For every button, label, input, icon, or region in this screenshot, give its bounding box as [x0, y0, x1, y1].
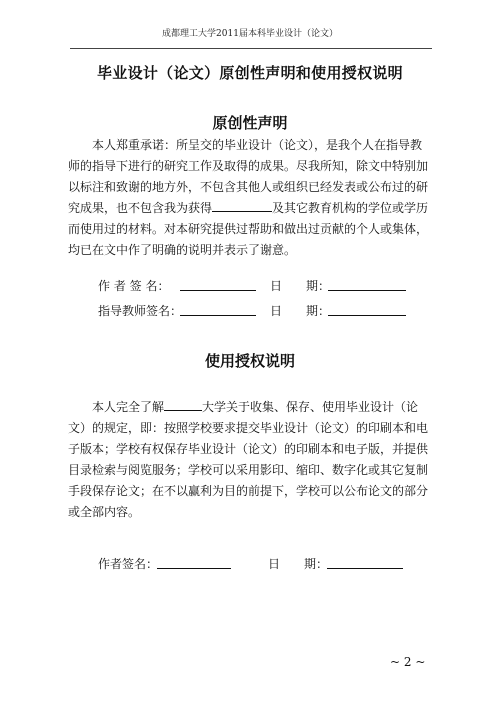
document-title: 毕业设计（论文）原创性声明和使用授权说明	[96, 64, 403, 82]
authorization-date-label: 日 期：	[268, 557, 329, 571]
authorization-line: 文）的规定，即：按照学校要求提交毕业设计（论文）的印刷本和电	[68, 421, 429, 435]
advisor-signature-line	[180, 315, 256, 316]
authorization-heading: 使用授权说明	[204, 352, 295, 370]
declaration-line-part: 及其它教育机构的学位或学历	[272, 201, 429, 215]
author-date-label: 日 期：	[270, 279, 331, 293]
author-date-line	[328, 290, 406, 291]
authorization-signature-line	[157, 568, 231, 569]
authorization-paragraph	[68, 397, 434, 523]
advisor-signature-label: 指导教师签名：	[98, 304, 183, 318]
authorization-line-part: 大学关于收集、保存、使用毕业设计（论	[202, 400, 419, 414]
authorization-date-line	[327, 568, 403, 569]
authorization-line: 手段保存论文；在不以赢利为目的前提下，学校可以公布论文的部分	[68, 484, 429, 498]
degree-blank	[212, 199, 272, 212]
declaration-line-part: 究成果，也不包含我为获得	[68, 201, 213, 215]
declaration-line-with-blank	[68, 198, 434, 219]
declaration-line: 师的指导下进行的研究工作及取得的成果。尽我所知，除文中特别加	[68, 159, 429, 173]
university-blank	[164, 398, 202, 411]
advisor-date-line	[328, 315, 406, 316]
authorization-author-label: 作者签名：	[98, 557, 159, 571]
authorization-line-with-blank	[68, 397, 434, 418]
declaration-line: 而使用过的材料。对本研究提供过帮助和做出过贡献的个人或集体，	[68, 222, 429, 236]
authorization-line: 或全部内容。	[68, 505, 141, 519]
declaration-heading: 原创性声明	[212, 114, 288, 132]
declaration-line: 本人郑重承诺：所呈交的毕业设计（论文），是我个人在指导教	[92, 138, 423, 152]
declaration-line: 均已在文中作了明确的说明并表示了谢意。	[68, 243, 297, 257]
advisor-date-label: 日 期：	[270, 304, 331, 318]
author-signature-label: 作 者 签 名：	[98, 279, 170, 293]
authorization-line: 目录检索与阅览服务；学校可以采用影印、缩印、数字化或其它复制	[68, 463, 429, 477]
authorization-line-part: 本人完全了解	[92, 400, 165, 414]
header-divider	[70, 48, 432, 49]
page-number: ~ 2 ~	[390, 655, 426, 669]
declaration-paragraph	[68, 135, 434, 261]
author-signature-line	[180, 290, 256, 291]
declaration-line: 以标注和致谢的地方外，不包含其他人或组织已经发表或公布过的研	[68, 180, 429, 194]
authorization-line: 子版本；学校有权保存毕业设计（论文）的印刷本和电子版，并提供	[68, 442, 429, 456]
page-header: 成都理工大学2011届本科毕业设计（论文）	[162, 29, 338, 39]
